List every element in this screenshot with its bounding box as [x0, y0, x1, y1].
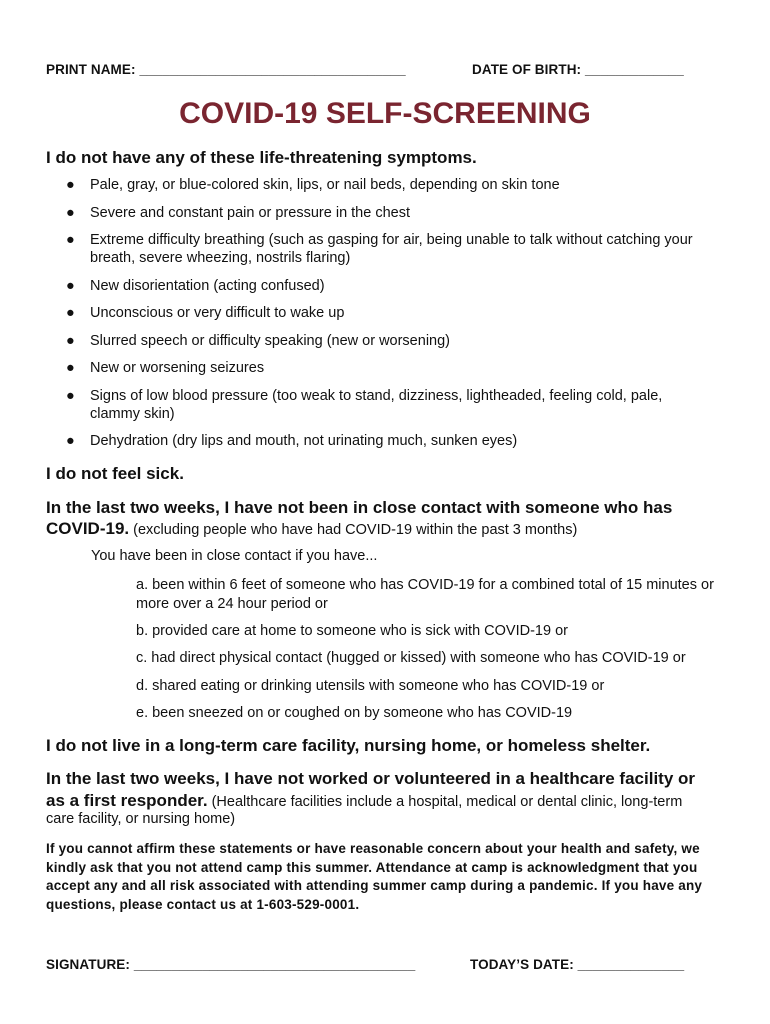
- list-item: ● New disorientation (acting confused): [66, 278, 325, 294]
- list-item: ● Slurred speech or difficulty speaking (new or worsening): [66, 333, 450, 349]
- close-contact-intro: You have been in close contact if you have...: [91, 548, 378, 564]
- close-contact-heading: In the last two weeks, I have not been in close contact with someone who has: [46, 498, 673, 517]
- healthcare-note-continued: care facility, or nursing home): [46, 811, 236, 827]
- bullet-icon: ●: [66, 205, 75, 221]
- exclusion-note: (excluding people who have had COVID-19 within the past 3 months): [129, 522, 578, 538]
- covid-label: COVID-19.: [46, 519, 130, 538]
- list-item: a. been within 6 feet of someone who has COVID-19 for a combined total of 15 minutes or more over a 24 hour period or: [136, 577, 714, 612]
- list-item: c. had direct physical contact (hugged or kissed) with someone who has COVID-19 or: [136, 650, 686, 666]
- list-item: d. shared eating or drinking utensils with someone who has COVID-19 or: [136, 678, 605, 694]
- list-item: b. provided care at home to someone who is sick with COVID-19 or: [136, 623, 568, 639]
- residence-heading: I do not live in a long-term care facility, nursing home, or homeless shelter.: [46, 736, 651, 755]
- list-item: ● New or worsening seizures: [66, 360, 265, 376]
- bullet-icon: ●: [66, 177, 75, 193]
- bullet-icon: ●: [66, 305, 75, 321]
- bullet-icon: ●: [66, 360, 75, 376]
- list-item: ● Pale, gray, or blue-colored skin, lips, or nail beds, depending on skin tone: [66, 177, 560, 193]
- list-item: ● Extreme difficulty breathing (such as gasping for air, being unable to talk without catching your breath, severe wheezing, nostrils flaring): [66, 232, 693, 266]
- attendance-notice: If you cannot affirm these statements or have reasonable concern about your health and safety, we kindly ask that you not attend camp this summer. Attendance at camp is acknowledgment that you accept any and all risk associated with attending summer camp during a pandemic. If you have any questions, please contact us at 1-603-529-0001.: [46, 841, 703, 912]
- list-item: e. been sneezed on or coughed on by someone who has COVID-19: [136, 705, 573, 721]
- signature-field[interactable]: SIGNATURE: _____________________________________: [46, 957, 416, 972]
- list-item: ● Dehydration (dry lips and mouth, not urinating much, sunken eyes): [66, 433, 518, 449]
- print-name-field[interactable]: PRINT NAME: ___________________________________: [46, 62, 406, 77]
- bullet-icon: ●: [66, 388, 75, 404]
- list-item: ● Unconscious or very difficult to wake up: [66, 305, 345, 321]
- bullet-icon: ●: [66, 333, 75, 349]
- list-item: ● Severe and constant pain or pressure in the chest: [66, 205, 410, 221]
- close-contact-heading-line2: [46, 519, 577, 539]
- list-item: ● Signs of low blood pressure (too weak to stand, dizziness, lightheaded, feeling cold, pale, clammy skin): [66, 388, 663, 422]
- date-of-birth-field[interactable]: DATE OF BIRTH: _____________: [472, 62, 684, 77]
- bullet-icon: ●: [66, 232, 75, 248]
- bullet-icon: ●: [66, 278, 75, 294]
- page-title: COVID-19 SELF-SCREENING: [179, 97, 591, 130]
- todays-date-field[interactable]: TODAY’S DATE: ______________: [470, 957, 685, 972]
- healthcare-note: (Healthcare facilities include a hospital, medical or dental clinic, long-term: [207, 794, 683, 810]
- healthcare-heading: In the last two weeks, I have not worked or volunteered in a healthcare facility or: [46, 769, 696, 788]
- healthcare-heading-line2: [46, 791, 682, 811]
- bullet-icon: ●: [66, 433, 75, 449]
- symptoms-heading: I do not have any of these life-threatening symptoms.: [46, 148, 477, 167]
- first-responder-label: as a first responder.: [46, 791, 208, 810]
- not-sick-heading: I do not feel sick.: [46, 464, 184, 483]
